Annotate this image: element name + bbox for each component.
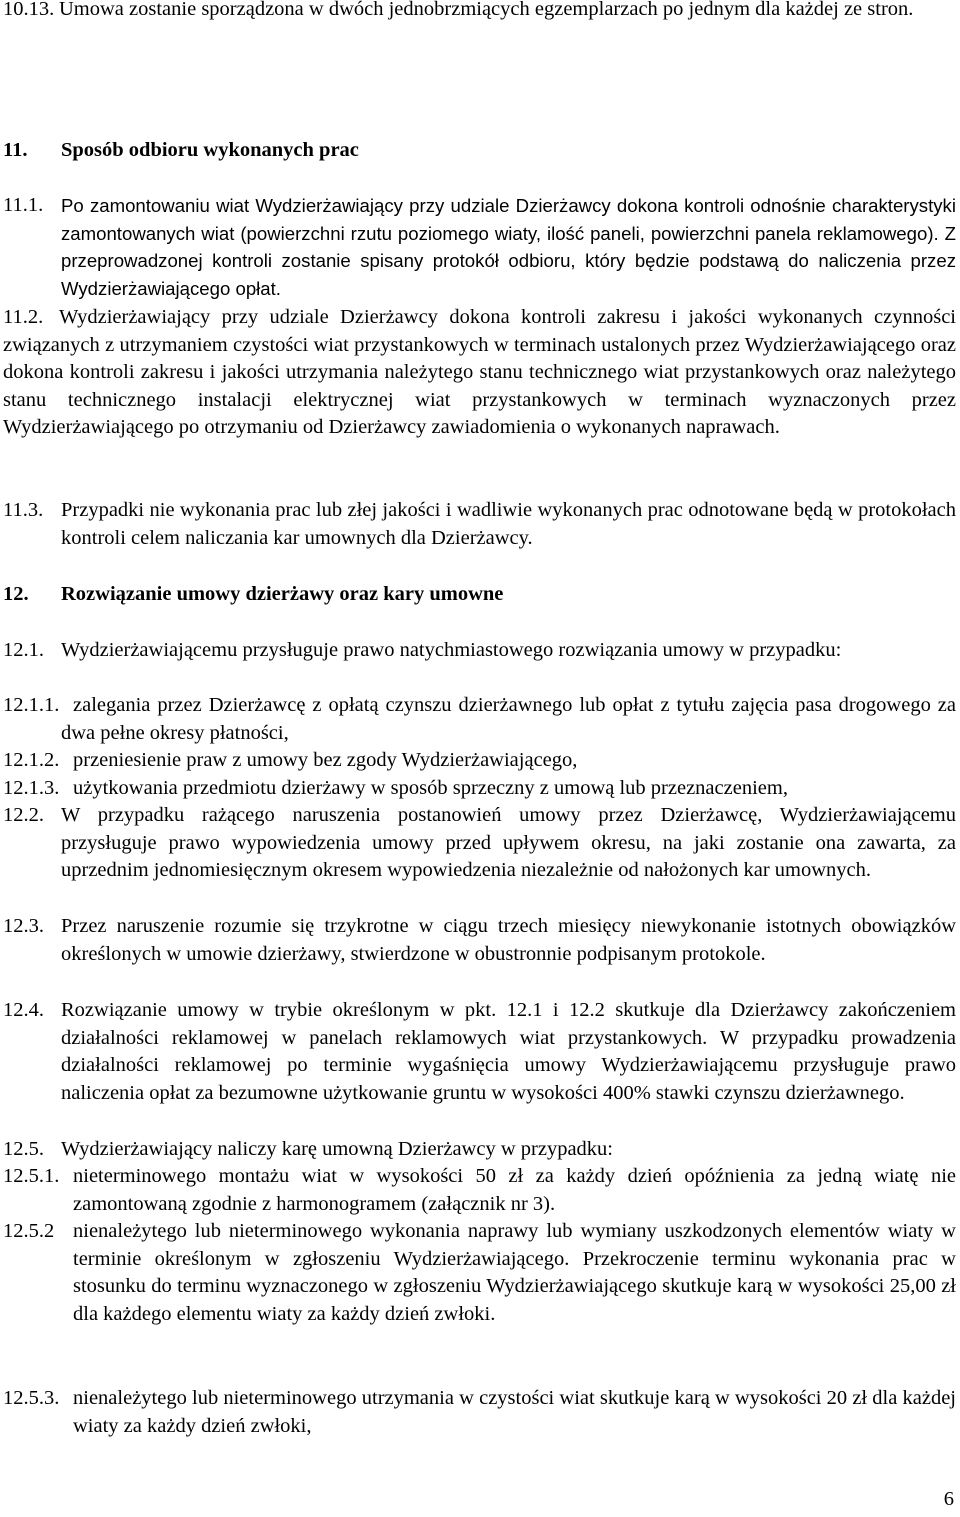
paragraph-text: Rozwiązanie umowy w trybie określonym w pkt. 12.1 i 12.2 skutkuje dla Dzierżawcy zakończeniem działalności reklamowej w panelach reklamowych wiat przystankowych. W przypadku prowadzenia działalności reklamowej po terminie wygaśnięcia umowy Wydzierżawiającemu przysługuje prawo naliczenia opłat za bezumowne użytkowanie gruntu w wysokości 400% stawki czynszu dzierżawnego. [61, 999, 956, 1104]
paragraph-number: 12.4. [3, 999, 44, 1021]
paragraph-number: 12.3. [3, 915, 44, 937]
page-number: 6 [943, 1488, 954, 1510]
paragraph-12-5-1 [3, 1163, 956, 1218]
paragraph-number: 11.3. [3, 499, 44, 521]
paragraph-number: 12.2. [3, 804, 44, 826]
paragraph-number: 12.5. [3, 1138, 44, 1160]
section-number: 11. [3, 139, 28, 161]
section-title: Rozwiązanie umowy dzierżawy oraz kary umowne [61, 583, 504, 605]
paragraph-12-2 [3, 802, 956, 885]
paragraph-12-5-2 [3, 1218, 956, 1328]
paragraph-text: Przypadki nie wykonania prac lub złej jakości i wadliwie wykonanych prac odnotowane będą w protokołach kontroli celem naliczania kar umownych dla Dzierżawcy. [61, 499, 956, 549]
paragraph-10-13 [3, 0, 956, 24]
paragraph-12-1 [3, 637, 956, 665]
paragraph-number: 12.1.1. [3, 694, 60, 716]
paragraph-number: 12.1.2. [3, 749, 60, 771]
paragraph-text: nienależytego lub nieterminowego wykonania naprawy lub wymiany uszkodzonych elementów wiaty w terminie określonym w zgłoszeniu Wydzierżawiającego. Przekroczenie terminu wykonania prac w stosunku do terminu wyznaczonego w zgłoszeniu Wydzierżawiającego skutkuje karą w wysokości 25,00 zł dla każdego elementu wiaty za każdy dzień zwłoki. [73, 1220, 956, 1325]
paragraph-text: Umowa zostanie sporządzona w dwóch jednobrzmiących egzemplarzach po jednym dla każdej ze stron. [59, 0, 914, 20]
paragraph-11-2 [3, 304, 956, 442]
paragraph-number: 12.1.3. [3, 777, 60, 799]
paragraph-number: 12.5.2 [3, 1220, 55, 1242]
section-heading-11 [3, 137, 956, 165]
paragraph-text: Po zamontowaniu wiat Wydzierżawiający przy udziale Dzierżawcy dokona kontroli odnośnie charakterystyki zamontowanych wiat (powierzchni rzutu poziomego wiaty, ilość paneli, powierzchni panela reklamowego). Z przeprowadzonej kontroli zostanie spisany protokół odbioru, który będzie podstawą do naliczenia przez Wydzierżawiającego opłat. [61, 195, 956, 299]
paragraph-12-1-1 [3, 692, 956, 747]
paragraph-number: 12.5.3. [3, 1387, 60, 1409]
paragraph-text: nienależytego lub nieterminowego utrzymania w czystości wiat skutkuje karą w wysokości 20 zł dla każdej wiaty za każdy dzień zwłoki, [73, 1387, 956, 1437]
paragraph-text: Wydzierżawiający naliczy karę umowną Dzierżawcy w przypadku: [61, 1138, 613, 1160]
paragraph-12-4 [3, 997, 956, 1107]
paragraph-number: 12.5.1. [3, 1165, 60, 1187]
paragraph-number: 12.1. [3, 639, 44, 661]
paragraph-12-1-2 [3, 747, 956, 775]
paragraph-text: przeniesienie praw z umowy bez zgody Wydzierżawiającego, [73, 749, 578, 771]
paragraph-11-3 [3, 497, 956, 552]
paragraph-text: nieterminowego montażu wiat w wysokości 50 zł za każdy dzień opóźnienia za jedną wiatę nie zamontowaną zgodnie z harmonogramem (załącznik nr 3). [73, 1165, 956, 1215]
paragraph-text: W przypadku rażącego naruszenia postanowień umowy przez Dzierżawcę, Wydzierżawiającemu przysługuje prawo wypowiedzenia umowy przed upływem okresu, na jaki zostanie ona zawarta, za uprzednim jednomiesięcznym okresem wypowiedzenia niezależnie od nałożonych kar umownych. [61, 804, 956, 882]
paragraph-12-1-3 [3, 775, 956, 803]
section-title: Sposób odbioru wykonanych prac [61, 139, 359, 161]
paragraph-text: Przez naruszenie rozumie się trzykrotne w ciągu trzech miesięcy niewykonanie istotnych obowiązków określonych w umowie dzierżawy, stwierdzone w obustronnie podpisanym protokole. [61, 915, 956, 965]
paragraph-12-5-3 [3, 1385, 956, 1440]
paragraph-number: 10.13. [3, 0, 55, 20]
section-number: 12. [3, 583, 29, 605]
paragraph-text: użytkowania przedmiotu dzierżawy w sposób sprzeczny z umową lub przeznaczeniem, [73, 777, 788, 799]
paragraph-12-3 [3, 913, 956, 968]
paragraph-12-5 [3, 1136, 956, 1164]
paragraph-text: Wydzierżawiający przy udziale Dzierżawcy dokona kontroli zakresu i jakości wykonanych czynności związanych z utrzymaniem czystości wiat przystankowych w terminach ustalonych przez Wydzierżawiającego oraz dokona kontroli zakresu i jakości utrzymania należytego stanu technicznego wiat przystankowych oraz należytego stanu technicznego instalacji elektrycznej wiat przystankowych w terminach wyznaczonych przez Wydzierżawiającego po otrzymaniu od Dzierżawcy zawiadomienia o wykonanych naprawach. [3, 306, 956, 439]
paragraph-11-1 [3, 192, 956, 302]
paragraph-text: zalegania przez Dzierżawcę z opłatą czynszu dzierżawnego lub opłat z tytułu zajęcia pasa drogowego za dwa pełne okresy płatności, [61, 694, 956, 744]
paragraph-number: 11.1. [3, 194, 44, 216]
paragraph-text: Wydzierżawiającemu przysługuje prawo natychmiastowego rozwiązania umowy w przypadku: [61, 639, 842, 661]
paragraph-number: 11.2. [3, 306, 44, 328]
section-heading-12 [3, 581, 956, 609]
